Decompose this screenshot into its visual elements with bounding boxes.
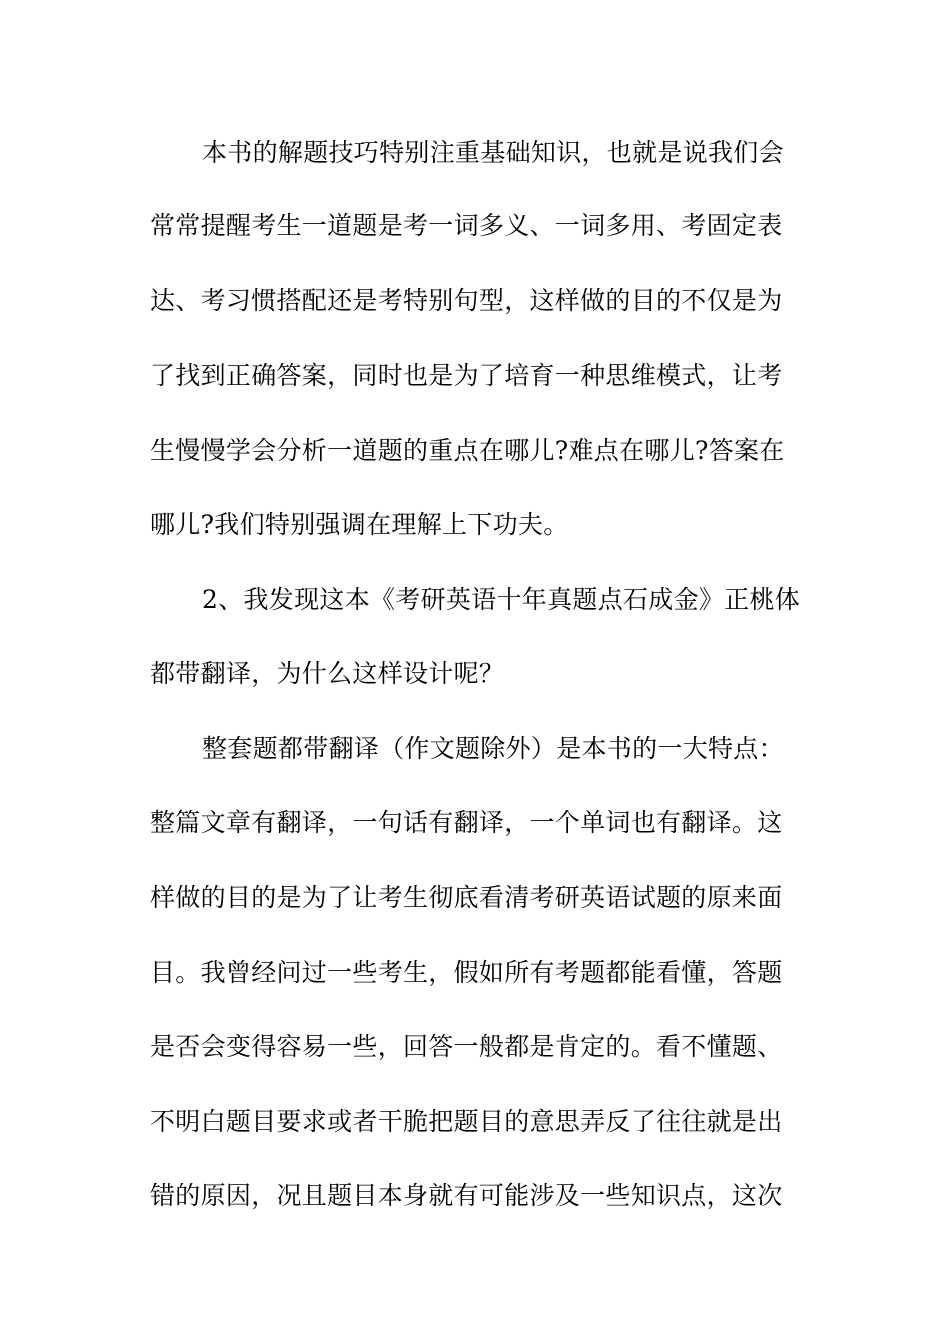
paragraph-1-line-4: 了找到正确答案，同时也是为了培育一种思维模式，让考 <box>150 361 783 390</box>
paragraph-1-line-5: 生慢慢学会分析一道题的重点在哪儿?难点在哪儿?答案在 <box>150 436 785 465</box>
question-2-line-2: 都带翻译，为什么这样设计呢？ <box>150 659 505 688</box>
paragraph-1-line-2: 常常提醒考生一道题是考一词多义、一词多用、考固定表 <box>150 211 783 240</box>
paragraph-3-line-3: 样做的目的是为了让考生彻底看清考研英语试题的原来面 <box>150 883 783 912</box>
paragraph-3-line-2: 整篇文章有翻译，一句话有翻译，一个单词也有翻译。这 <box>150 808 783 837</box>
paragraph-1-line-6: 哪儿?我们特别强调在理解上下功夫。 <box>150 510 569 539</box>
paragraph-1-line-3: 达、考习惯搭配还是考特别句型，这样做的目的不仅是为 <box>150 286 783 315</box>
paragraph-3-line-4: 目。我曾经问过一些考生，假如所有考题都能看懂，答题 <box>150 958 783 987</box>
paragraph-3-line-1: 整套题都带翻译（作文题除外）是本书的一大特点： <box>202 734 784 763</box>
paragraph-3-line-7: 错的原因，况且题目本身就有可能涉及一些知识点，这次 <box>150 1181 783 1210</box>
paragraph-3-line-6: 不明白题目要求或者干脆把题目的意思弄反了往往就是出 <box>150 1107 783 1136</box>
question-2-line-1: 2、我发现这本《考研英语十年真题点石成金》正桃体 <box>202 585 801 614</box>
paragraph-3-line-5: 是否会变得容易一些，回答一般都是肯定的。看不懂题、 <box>150 1032 783 1061</box>
paragraph-1-line-1: 本书的解题技巧特别注重基础知识，也就是说我们会 <box>202 138 784 167</box>
